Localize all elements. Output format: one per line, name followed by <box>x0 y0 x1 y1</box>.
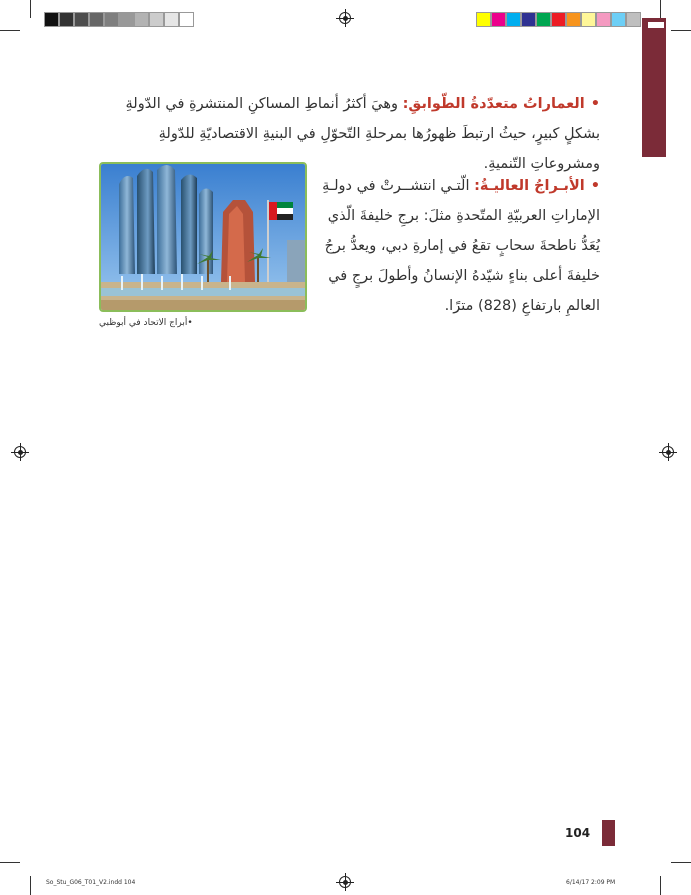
color-swatch <box>506 12 521 27</box>
color-swatch <box>551 12 566 27</box>
color-swatch <box>44 12 59 27</box>
color-swatch <box>476 12 491 27</box>
color-swatch <box>596 12 611 27</box>
color-swatch <box>179 12 194 27</box>
color-swatch <box>491 12 506 27</box>
caption-text: أبراج الاتحاد في أبوظبي <box>99 318 188 328</box>
chapter-side-tab-notch <box>648 22 664 28</box>
color-swatch <box>611 12 626 27</box>
page-number: 104 <box>565 826 591 840</box>
caption-bullet-icon: • <box>187 318 193 328</box>
color-swatch <box>59 12 74 27</box>
slug-file-info: So_Stu_G06_T01_V2.indd 104 <box>46 879 136 886</box>
bullet-icon: • <box>590 178 600 194</box>
color-swatch <box>521 12 536 27</box>
chapter-side-tab <box>642 18 666 157</box>
slug-date-info: 6/14/17 2:09 PM <box>566 879 616 886</box>
color-swatch <box>626 12 641 27</box>
paragraph-text: الّتـي انتشــرتْ في دولـةِ الإماراتِ العربيّةِ المتّحدةِ مثلَ: برجِ خليفةَ الّذي يُعَدُّ ناطحةَ سحابٍ تقعُ في إمارةِ دبي، ويعدُّ برجُ خليفةَ أعلى بناءٍ شيّدهُ الإنسانُ وأطولَ برجٍ في العالمِ بارتفاعِ (828) مترًا. <box>322 178 600 314</box>
color-swatch <box>164 12 179 27</box>
bullet-icon: • <box>590 96 600 112</box>
registration-mark-icon <box>14 446 26 458</box>
photo-caption <box>99 318 307 328</box>
crop-mark <box>30 0 31 18</box>
color-swatch <box>149 12 164 27</box>
etihad-towers-photo <box>99 162 307 312</box>
registration-mark-icon <box>339 12 351 24</box>
color-bar-grayscale <box>44 12 194 27</box>
crop-mark <box>30 876 31 895</box>
term-high-towers: الأبـراجُ العاليـةُ: <box>474 178 585 194</box>
registration-mark-icon <box>662 446 674 458</box>
paragraph-text: وهيَ أكثرُ أنماطِ المساكنِ المنتشرةِ في الدّولةِ بشكلٍ كبيرٍ، حيثُ ارتبطَ ظهورُها بمرحلةِ التّحوّلِ في البنيةِ الاقتصاديّةِ للدّولةِ ومشروعاتِ التّنميةِ. <box>125 96 600 172</box>
crop-mark <box>0 862 20 863</box>
color-swatch <box>566 12 581 27</box>
crop-mark <box>0 30 20 31</box>
page-number-bar <box>602 820 615 846</box>
color-bar-process <box>476 12 641 27</box>
color-swatch <box>134 12 149 27</box>
color-swatch <box>536 12 551 27</box>
crop-mark <box>671 30 691 31</box>
term-multistorey-buildings: العماراتُ متعدّدةُ الطّوابقِ: <box>402 96 585 112</box>
color-swatch <box>89 12 104 27</box>
crop-mark <box>660 0 661 18</box>
color-swatch <box>104 12 119 27</box>
paragraph-high-towers <box>315 171 600 321</box>
registration-mark-icon <box>339 876 351 888</box>
color-swatch <box>74 12 89 27</box>
crop-mark <box>660 876 661 895</box>
crop-mark <box>671 862 691 863</box>
color-swatch <box>119 12 134 27</box>
color-swatch <box>581 12 596 27</box>
